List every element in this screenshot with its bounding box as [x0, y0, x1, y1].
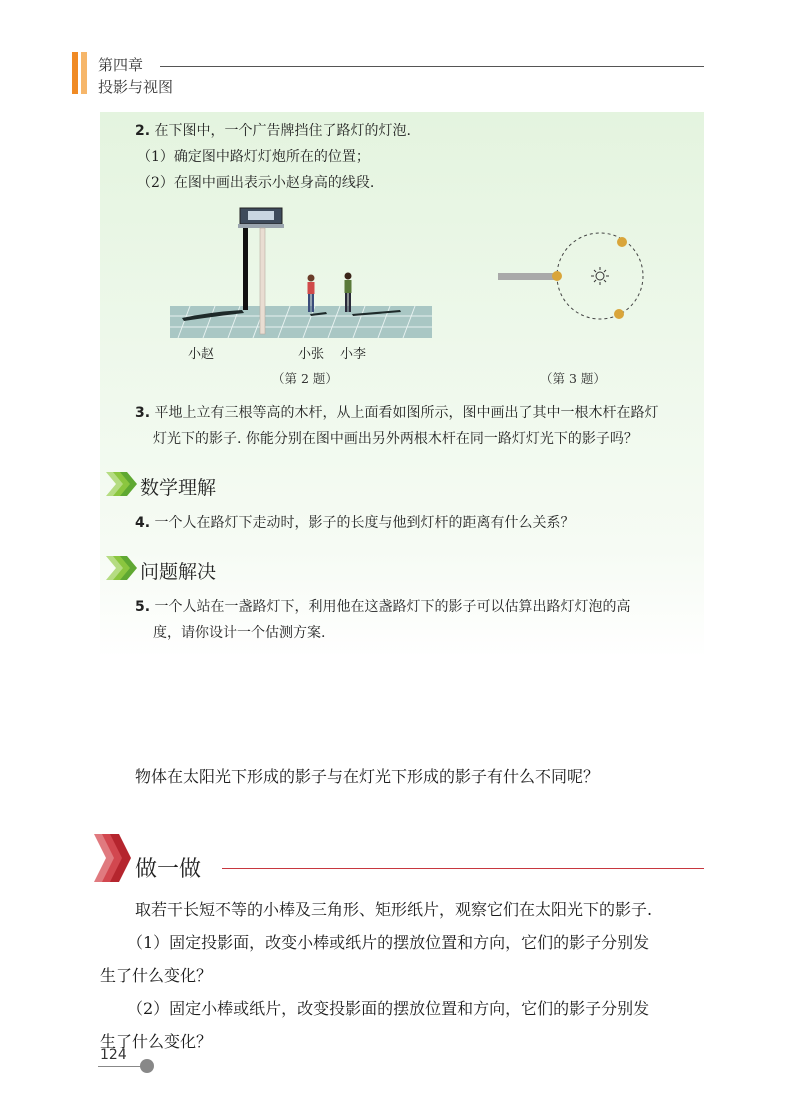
activity-paragraph-1: 取若干长短不等的小棒及三角形、矩形纸片，观察它们在太阳光下的影子. — [135, 900, 653, 919]
exercise-text: 一个人站在一盏路灯下，利用他在这盏路灯下的影子可以估算出路灯灯泡的高 — [154, 599, 631, 615]
exercise-text: 平地上立有三根等高的木杆，从上面看如图所示，图中画出了其中一根木杆在路灯 — [154, 405, 659, 421]
green-chevron-icon — [106, 470, 138, 498]
section-title-problem: 问题解决 — [140, 561, 217, 583]
billboard-screen — [248, 211, 274, 220]
chapter-title: 投影与视图 — [98, 78, 174, 96]
header-rule — [160, 66, 704, 67]
activity-rule — [222, 868, 704, 869]
street-light-pole — [260, 228, 265, 334]
activity-title: 做一做 — [135, 857, 202, 882]
exercise-number: 2. — [135, 123, 151, 139]
green-chevron-icon — [106, 554, 138, 582]
label-xiaozhang: 小张 — [298, 347, 325, 362]
exercise-3-line2: 灯光下的影子. 你能分别在图中画出另外两根木杆在同一路灯灯光下的影子吗？ — [153, 431, 638, 447]
label-xiaozhao: 小赵 — [188, 347, 215, 362]
exercise-text: 一个人在路灯下走动时，影子的长度与他到灯杆的距离有什么关系？ — [154, 515, 575, 531]
body-question: 物体在太阳光下形成的影子与在灯光下形成的影子有什么不同呢？ — [135, 767, 600, 786]
exercise-5 — [135, 594, 631, 620]
section-title-math: 数学理解 — [140, 477, 217, 499]
label-xiaoli: 小李 — [340, 347, 367, 362]
exercise-5-line2: 度，请你设计一个估测方案. — [153, 625, 326, 641]
exercise-3 — [135, 400, 659, 426]
page-number: 124 — [100, 1047, 127, 1063]
header-accent-bar — [72, 52, 78, 94]
red-chevron-icon — [94, 832, 134, 884]
page-dot — [140, 1059, 154, 1073]
exercise-2-sub2: （2）在图中画出表示小赵身高的线段. — [137, 175, 375, 191]
exercise-4 — [135, 510, 575, 536]
chapter-label: 第四章 — [98, 56, 144, 74]
exercise-text: 在下图中，一个广告牌挡住了路灯的灯泡. — [154, 123, 411, 139]
pole-dot-left — [552, 271, 562, 281]
figure-2-caption: （第 2 题） — [272, 371, 338, 386]
dashed-circle — [557, 233, 643, 319]
billboard-pole — [243, 228, 248, 310]
figure-3-caption: （第 3 题） — [540, 371, 606, 386]
page-number-rule — [98, 1066, 146, 1067]
header-accent-bar-light — [81, 52, 87, 94]
pole-dot-bottom — [614, 309, 624, 319]
street-light-figure — [170, 200, 435, 340]
exercise-number: 3. — [135, 405, 151, 421]
activity-paragraph-2-line1: （1）固定投影面，改变小棒或纸片的摆放位置和方向，它们的影子分别发 — [127, 933, 650, 952]
exercise-2 — [135, 118, 411, 144]
top-view-figure — [495, 228, 655, 328]
activity-paragraph-3-line1: （2）固定小棒或纸片，改变投影面的摆放位置和方向，它们的影子分别发 — [127, 999, 650, 1018]
exercise-2-sub1: （1）确定图中路灯灯炮所在的位置； — [137, 149, 370, 165]
pole-dot-top — [617, 237, 627, 247]
activity-paragraph-3-line2: 生了什么变化？ — [100, 1032, 213, 1051]
billboard-base — [238, 224, 284, 228]
sun-icon — [591, 267, 609, 285]
exercise-number: 5. — [135, 599, 151, 615]
shadow-bar — [498, 273, 556, 280]
activity-paragraph-2-line2: 生了什么变化？ — [100, 966, 213, 985]
exercise-number: 4. — [135, 515, 151, 531]
